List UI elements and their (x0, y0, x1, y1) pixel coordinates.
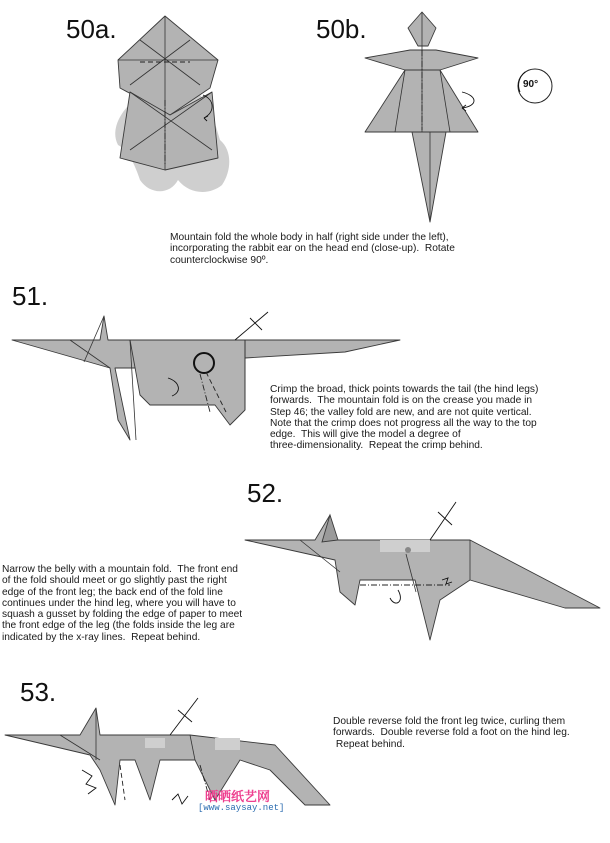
caption-step-53: Double reverse fold the front leg twice, curling them forwards. Double reverse fold a foot on the hind leg. Repeat behind. (333, 716, 570, 750)
step-52-number: 52. (247, 478, 284, 508)
step-53-number: 53. (20, 677, 57, 707)
caption-step-50: Mountain fold the whole body in half (right side under the left), incorporating the rabbit ear on the head end (close-up). Rotate counterclockwise 90º. (170, 232, 455, 266)
watermark-url: [www.saysay.net] (198, 803, 285, 813)
caption-step-51: Crimp the broad, thick points towards the tail (the hind legs) forwards. The mountain fold is on the crease you made in Step 46; the valley fold are new, and are not quite vertical. Note that the crimp does not progress all the way to the top edge. This will give the model a degree of three-dimensionality. Repeat the crimp behind. (270, 384, 539, 452)
caption-step-52: Narrow the belly with a mountain fold. The front end of the fold should meet or go slightly past the right edge of the front leg; the back end of the fold line continues under the hind leg, where you will have to squash a gusset by folding the edge of paper to meet the front edge of the leg (the folds inside the leg are indicated by the x-ray lines. Repeat behind. (2, 564, 243, 643)
step-50a-number: 50a. (66, 14, 117, 44)
step-52-figure (245, 502, 600, 640)
step-50b-number: 50b. (316, 14, 367, 44)
rotate-symbol-label: 90° (523, 79, 539, 90)
step-51-number: 51. (12, 281, 49, 311)
step-50b-figure (365, 12, 552, 222)
step-50a-figure (115, 16, 229, 192)
step-53-figure (5, 698, 330, 805)
watermark-title: 晒晒纸艺网 (205, 790, 271, 805)
